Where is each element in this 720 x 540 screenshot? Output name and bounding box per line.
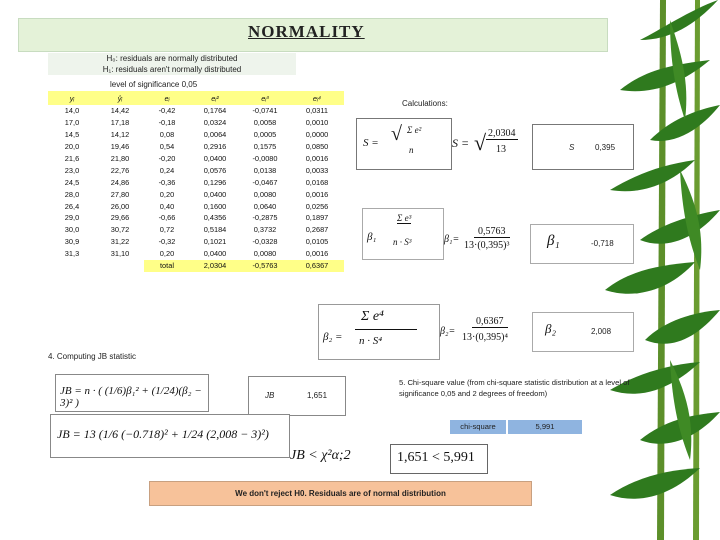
table-row [48,129,344,141]
table-row [48,236,344,248]
table-cell: 26,00 [110,201,130,211]
chi-square-value: 5,991 [508,420,582,434]
table-cell: 30,72 [110,225,130,235]
table-row [48,212,344,224]
col-header-e: eᵢ [144,91,190,105]
table-cell: 29,0 [64,213,80,223]
table-row [48,153,344,165]
s-substitution: S = √ 2,0304 13 [452,124,532,166]
table-cell: 0,24 [159,165,175,175]
table-cell: 0,0016 [305,249,329,259]
s-sum: 2,0304 [488,128,516,139]
table-cell: 28,0 [64,189,80,199]
col-header-yhat: ŷᵢ [96,91,144,105]
residuals-table [48,91,344,272]
table-row [48,176,344,188]
table-cell: 0,40 [159,201,175,211]
beta1-result-box [530,224,634,264]
jb-section-title: 4. Computing JB statistic [48,352,137,361]
table-cell: 17,18 [110,118,130,128]
col-header-e4: eᵢ⁴ [290,91,344,105]
jb-formula-box: JB = n · ( (1/6)β₁² + (1/24)(β₂ − 3)² ) [55,374,209,412]
alternative-hypothesis: H₁: residuals aren't normally distributed [102,65,242,74]
table-cell: 0,0033 [305,165,329,175]
table-cell: 23,0 [64,165,80,175]
beta2-label: β₂ [545,321,556,336]
beta1-substitution: β₁= 0,5763 13·(0,395)³ [444,226,528,258]
table-cell: -0,0080 [252,154,278,163]
jb-comparison-formula: JB < χ²α;2 [290,448,351,463]
table-cell: 0,0850 [305,142,329,152]
calculations-title: Calculations: [402,99,448,108]
beta2-value: 2,008 [591,327,612,336]
table-cell: 0,0105 [305,237,329,247]
table-cell: 24,5 [64,177,80,187]
table-cell: 0,54 [159,142,175,152]
table-row [48,224,344,236]
chi-square-label: chi-square [450,420,506,434]
beta1-numerator: 0,5763 [474,226,510,238]
col-header-e3: eᵢ³ [240,91,290,105]
table-cell: -0,20 [158,154,176,163]
table-cell: 0,0080 [253,249,277,259]
table-cell: 29,66 [110,213,130,223]
s-value: 0,395 [595,143,616,152]
table-row [48,248,344,260]
table-cell: 17,0 [64,118,80,128]
totals-row [48,260,344,272]
chi-square-note: 5. Chi-square value (from chi-square statistic distribution at a level of significance 0,05 and 2 degrees of freedom) [399,378,630,398]
significance-level: level of significance 0,05 [110,80,198,89]
table-cell: 0,0138 [253,165,277,175]
total-value: 2,0304 [190,260,240,272]
table-cell: 21,6 [64,154,80,163]
table-cell: 0,0400 [203,189,227,199]
table-cell: 0,20 [159,249,175,259]
table-cell: -0,66 [158,213,176,223]
table-cell: 0,1021 [203,237,227,247]
total-value: -0,5763 [240,260,290,272]
beta2-formula-box: β₂ = Σ e⁴ n · S⁴ [318,304,440,360]
beta2-substitution: β₂= 0,6367 13·(0,395)⁴ [440,312,530,352]
table-cell: 0,0010 [305,118,329,128]
page-title: NORMALITY [248,22,365,41]
s-result-box [532,124,634,170]
table-cell: 24,86 [110,177,130,187]
table-cell: 14,12 [110,130,130,140]
table-cell: 0,1296 [203,177,227,187]
beta2-result-box [532,312,634,352]
hypothesis-box [48,53,296,75]
table-cell: -0,2875 [252,213,278,223]
table-row [48,200,344,212]
total-value: 0,6367 [290,260,344,272]
table-cell: 0,1575 [253,142,277,152]
jb-computation-box [50,414,290,458]
table-cell: 0,5184 [203,225,227,235]
table-cell: 0,0324 [203,118,227,128]
table-cell: 0,0256 [305,201,329,211]
table-cell: 0,0058 [253,118,277,128]
conclusion-box: We don't reject H0. Residuals are of normal distribution [149,481,532,506]
jb-comparison-values: 1,651 < 5,991 [397,450,475,465]
table-cell: 0,0400 [203,249,227,259]
table-cell: -0,42 [158,106,176,116]
table-cell: 30,9 [64,237,80,247]
table-cell: 0,0400 [203,154,227,163]
table-cell: 31,10 [110,249,130,259]
table-cell: -0,18 [158,118,176,128]
table-cell: 14,42 [110,106,130,116]
table-cell: 31,3 [64,249,80,259]
beta2-numerator: 0,6367 [472,316,508,328]
beta1-denominator: 13·(0,395)³ [464,240,510,251]
null-hypothesis: H₀: residuals are normally distributed [106,54,238,63]
table-cell: -0,0328 [252,237,278,247]
jb-result-box [248,376,346,416]
s-label: S [569,143,575,152]
jb-comparison-box [390,444,488,474]
table-cell: 0,0640 [253,201,277,211]
table-cell: -0,0741 [252,106,278,116]
table-cell: 0,1764 [203,106,227,116]
table-cell: 0,0080 [253,189,277,199]
table-cell: 30,0 [64,225,80,235]
table-cell: 27,80 [110,189,130,199]
table-cell: 0,0005 [253,130,277,140]
bamboo-decoration [600,0,720,540]
table-cell: 0,0311 [305,106,329,116]
table-cell: 0,08 [159,130,175,140]
s-formula-box: S = √ Σ e² n [356,118,452,170]
table-cell: 0,72 [159,225,175,235]
table-cell: 0,0016 [305,154,329,163]
table-cell: 19,46 [110,142,130,152]
table-cell: 20,0 [64,142,80,152]
table-row [48,141,344,153]
beta2-denominator: 13·(0,395)⁴ [462,332,508,343]
table-row [48,164,344,176]
table-cell: 0,1897 [305,213,329,223]
beta1-value: -0,718 [591,239,614,248]
table-row [48,188,344,200]
table-cell: 0,0576 [203,165,227,175]
jb-label: JB [265,391,275,400]
col-header-y: yᵢ [48,91,96,105]
table-cell: 22,76 [110,165,130,175]
table-cell: 0,4356 [203,213,227,223]
jb-computation: JB = 13 (1/6 (−0.718)² + 1/24 (2,008 − 3)²) [57,427,269,441]
jb-value: 1,651 [307,391,328,400]
table-row [48,117,344,129]
table-cell: 0,0064 [203,130,227,140]
total-label: total [144,260,190,272]
table-cell: 0,1600 [203,201,227,211]
table-cell: 26,4 [64,201,80,211]
table-cell: -0,36 [158,177,176,187]
table-cell: 14,5 [64,130,80,140]
col-header-e2: eᵢ² [190,91,240,105]
table-cell: 0,0016 [305,189,329,199]
beta1-label: β₁ [547,233,560,249]
beta1-formula-box: β₁ Σ e³ n · S³ [362,208,444,260]
table-cell: 14,0 [64,106,80,116]
table-cell: -0,0467 [252,177,278,187]
table-row [48,105,344,117]
table-cell: 0,3732 [253,225,277,235]
table-cell: 21,80 [110,154,130,163]
s-n: 13 [496,144,506,155]
table-cell: 0,0000 [305,130,329,140]
table-cell: 0,0168 [305,177,329,187]
table-cell: 31,22 [110,237,130,247]
table-cell: 0,2916 [203,142,227,152]
table-cell: 0,20 [159,189,175,199]
table-cell: 0,2687 [305,225,329,235]
table-cell: -0,32 [158,237,176,247]
